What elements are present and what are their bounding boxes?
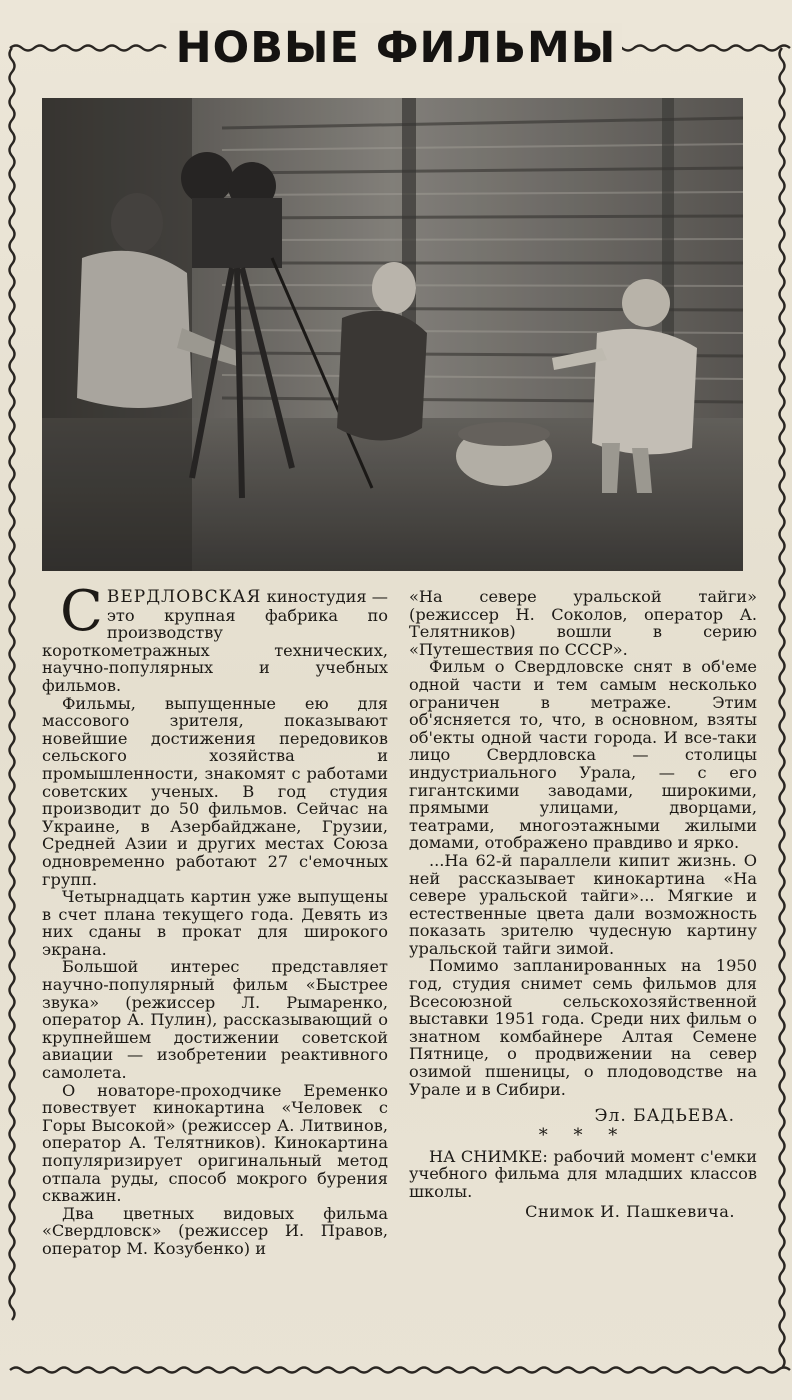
film-shooting-photo: [42, 98, 743, 571]
article-paragraph: Фильмы, выпущенные ею для массового зрителя, показывают новейшие достижения передовиков сельского хозяйства и промышленности, знакомят с работами советских ученых. В год студия производит до 50 фильмов. Сейчас на Украине, в Азербайджане, Грузии, Средней Азии и других местах Союза одновременно работают 27 с'емочных групп.: [42, 693, 388, 889]
photo-caption-block: [409, 1148, 757, 1220]
article-paragraph: Четырнадцать картин уже выпущены в счет плана текущего года. Девять из них сданы в прокат для широкого экрана.: [42, 887, 388, 959]
headline-text: НОВЫЕ ФИЛЬМЫ: [170, 23, 623, 73]
article-paragraph: Помимо запланированных на 1950 год, студия снимет семь фильмов для Всесоюзной сельскохозяйственной выставки 1951 года. Среди них фильм о знатном комбайнере Алтая Семене Пятнице, о продвижении на север озимой пшеницы, о плодоводстве на Урале и в Сибири.: [409, 956, 757, 1099]
article-paragraph: ...На 62-й параллели кипит жизнь. О ней рассказывает кинокартина «На севере уральской тайги»... Мягкие и естественные цвета дали возможность показать зрителю чудесную картину уральской тайги зимой.: [409, 850, 757, 958]
article-paragraph: «На севере уральской тайги» (режиссер Н. Соколов, оператор А. Телятников) вошли в серию «Путешествия по СССР».: [409, 587, 757, 659]
article-paragraph: Два цветных видовых фильма «Свердловск» (режиссер И. Правов, оператор М. Козубенко) и: [42, 1203, 388, 1258]
section-separator: * * *: [538, 1124, 628, 1146]
photo-illustration: [42, 98, 743, 571]
page-title: [0, 20, 792, 76]
article-paragraph: Фильм о Свердловске снят в об'еме одной части и тем самым несколько ограничен в метраже. Этим об'ясняется то, что, в основном, взяты об'екты одной части города. И все-таки лицо Свердловска — столицы индустриального Урала, — с его гигантскими заводами, широкими, прямыми улицами, дворцами, театрами, многоэтажными жилыми домами, отображено правдиво и ярко.: [409, 657, 757, 853]
photo-credit: Снимок И. Пашкевича.: [525, 1201, 735, 1221]
lead-word: ВЕРДЛОВСКАЯ: [106, 587, 262, 607]
article-column-left: [42, 579, 388, 1258]
author-signature: Эл. БАДЬЕВА.: [594, 1106, 735, 1127]
article-paragraph: Большой интерес представляет научно-популярный фильм «Быстрее звука» (режиссер Л. Рымаренко, оператор А. Пулин), рассказывающий о крупнейшем достижении советской авиации — изобретении реактивного самолета.: [42, 957, 388, 1083]
lead-paragraph-text: киностудия — это крупная фабрика по производству короткометражных технических, научно-популярных и учебных фильмов.: [42, 587, 388, 695]
article-paragraph: [42, 579, 388, 695]
drop-cap: С: [60, 579, 103, 644]
article-column-right: [409, 588, 757, 1220]
article-paragraph: О новаторе-проходчике Еременко повествует кинокартина «Человек с Горы Высокой» (режиссер А. Литвинов, оператор А. Телятников). Кинокартина популяризирует оригинальный метод отпала руды, способ мокрого бурения скважин.: [42, 1080, 388, 1206]
photo-caption: НА СНИМКЕ: рабочий момент с'емки учебного фильма для младших классов школы.: [409, 1146, 757, 1201]
